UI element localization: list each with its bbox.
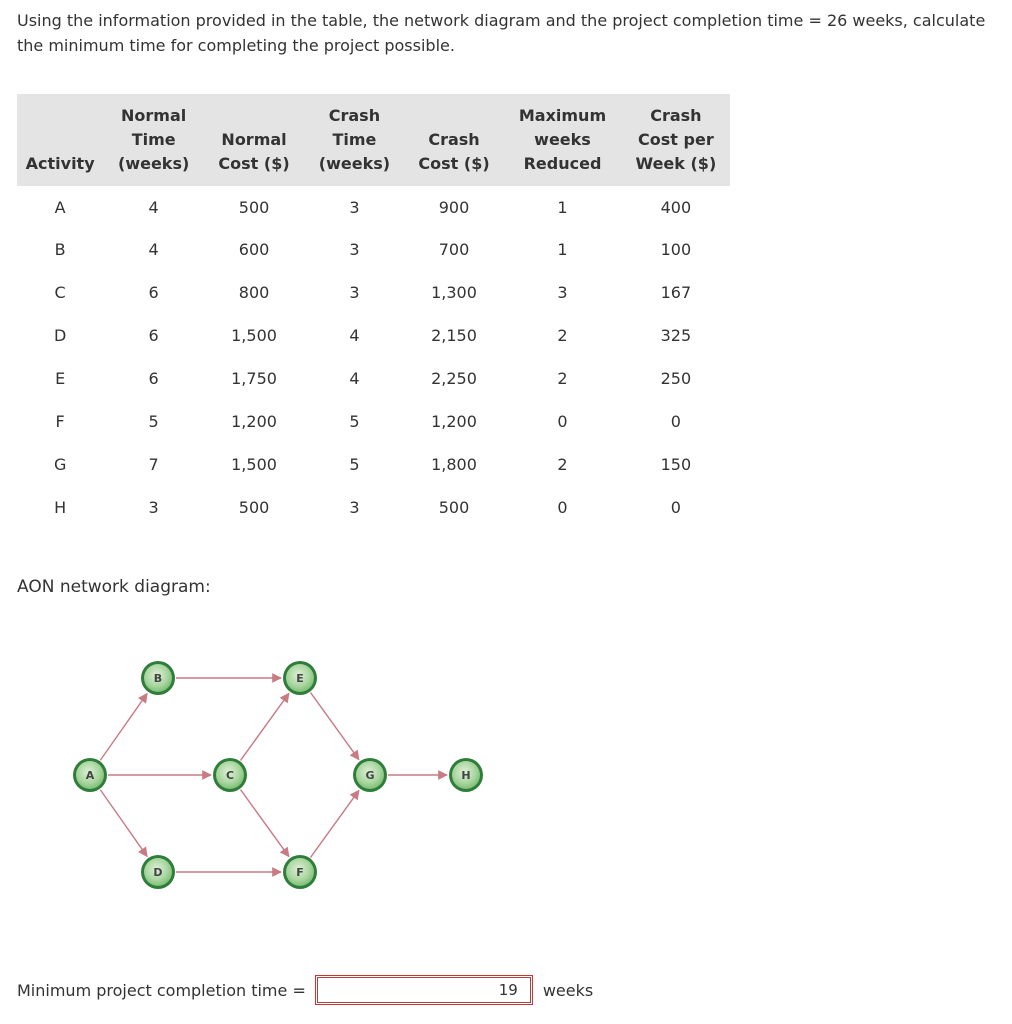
table-row	[17, 443, 730, 486]
col-max-weeks-header	[503, 94, 622, 186]
table-row	[17, 228, 730, 271]
table-cell: 3	[349, 240, 360, 259]
table-cell: 2	[557, 369, 568, 388]
header-line: Cost ($)	[218, 154, 290, 173]
table-cell: 0	[557, 412, 568, 431]
table-header-row	[17, 94, 730, 186]
header-line: weeks	[534, 130, 591, 149]
table-row	[17, 357, 730, 400]
header-line: Crash	[428, 130, 480, 149]
col-normal-cost-header	[204, 94, 304, 186]
header-line: Crash	[328, 106, 381, 125]
table-cell: 3	[349, 498, 360, 517]
question-text: Using the information provided in the table, the network diagram and the project completion time = 26 weeks, calculate the minimum time for completing the project possible.	[17, 11, 986, 55]
table-cell: 325	[660, 326, 692, 345]
answer-label: Minimum project completion time =	[17, 980, 306, 1000]
node-b	[141, 661, 175, 695]
table-cell: 167	[660, 283, 692, 302]
table-cell: F	[55, 412, 65, 431]
table-body	[17, 186, 730, 529]
table-cell: 900	[438, 197, 470, 217]
table-cell: E	[55, 369, 66, 388]
col-activity-header	[17, 94, 103, 186]
header-line: Activity	[25, 154, 95, 173]
table-cell: 250	[660, 369, 692, 388]
header-line: Cost per	[638, 130, 714, 149]
table-cell: 600	[238, 240, 270, 259]
table-cell: B	[54, 240, 66, 259]
col-crash-cost-per-week-header	[622, 94, 730, 186]
node-e	[283, 661, 317, 695]
table-cell: 1,200	[231, 412, 277, 431]
table-cell: 2,250	[431, 369, 477, 388]
table-cell: 1	[557, 197, 568, 217]
node-label: E	[296, 672, 304, 685]
node-label: H	[461, 769, 471, 782]
table-cell: 1,300	[431, 283, 477, 302]
col-crash-cost-header	[405, 94, 503, 186]
table-cell: 400	[660, 197, 692, 217]
node-label: D	[153, 866, 163, 879]
answer-unit: weeks	[542, 980, 594, 1000]
table-row	[17, 486, 730, 529]
header-line: Maximum	[518, 106, 607, 125]
table-cell: 500	[238, 197, 270, 217]
table-cell: 150	[660, 455, 692, 474]
table-cell: 0	[670, 498, 681, 517]
node-label: C	[225, 769, 235, 782]
table-cell: 3	[349, 197, 360, 217]
table-cell: 5	[148, 412, 159, 431]
table-cell: 0	[557, 498, 568, 517]
table-cell: 1,200	[431, 412, 477, 431]
table-cell: 6	[148, 283, 159, 302]
table-cell: H	[54, 498, 67, 517]
table-cell: 6	[148, 326, 159, 345]
table-cell: 5	[349, 412, 360, 431]
header-line: Week ($)	[635, 154, 717, 173]
node-label: A	[85, 769, 95, 782]
table-cell: C	[54, 283, 66, 302]
table-cell: 5	[349, 455, 360, 474]
edge-f-to-g	[311, 790, 359, 857]
edge-a-to-d	[100, 790, 147, 857]
table-cell: 800	[238, 283, 270, 302]
table-cell: 500	[438, 498, 470, 517]
node-f	[283, 855, 317, 889]
table-cell: 2,150	[431, 326, 477, 345]
node-label: F	[296, 866, 304, 879]
header-line: Crash	[650, 106, 702, 125]
edge-c-to-f	[241, 790, 289, 857]
table-cell: D	[53, 326, 67, 345]
header-line: Reduced	[523, 154, 602, 173]
table-row	[17, 400, 730, 443]
table-cell: 3	[557, 283, 568, 302]
table-cell: 100	[660, 240, 692, 259]
edge-a-to-b	[100, 694, 147, 761]
node-g	[353, 758, 387, 792]
node-d	[141, 855, 175, 889]
header-line: (weeks)	[118, 154, 190, 173]
header-line: Cost ($)	[418, 154, 490, 173]
header-line: (weeks)	[318, 154, 391, 173]
table-cell: 7	[148, 455, 159, 474]
table-cell: 1,500	[231, 326, 277, 345]
table-cell: 2	[557, 455, 568, 474]
table-row	[17, 271, 730, 314]
edge-c-to-e	[241, 693, 289, 760]
table-cell: 1	[557, 240, 568, 259]
aon-network-diagram	[0, 600, 520, 910]
table-cell: G	[53, 455, 67, 474]
table-cell: 4	[148, 240, 159, 259]
table-cell: 4	[148, 197, 159, 217]
node-c	[213, 758, 247, 792]
table-cell: 1,800	[431, 455, 477, 474]
activity-table	[17, 94, 730, 529]
edge-e-to-g	[311, 693, 359, 760]
header-line: Time	[332, 130, 377, 149]
table-cell: 2	[557, 326, 568, 345]
table-cell: 1,750	[231, 369, 277, 388]
node-label: G	[365, 769, 375, 782]
table-cell: 3	[148, 498, 159, 517]
table-cell: 6	[148, 369, 159, 388]
diagram-label: AON network diagram:	[17, 577, 211, 597]
col-crash-time-header	[304, 94, 405, 186]
table-cell: 0	[670, 412, 681, 431]
table-cell: 4	[349, 326, 360, 345]
node-a	[73, 758, 107, 792]
table-row	[17, 186, 730, 228]
header-line: Time	[131, 130, 176, 149]
table-row	[17, 314, 730, 357]
header-line: Normal	[221, 130, 287, 149]
table-cell: 500	[238, 498, 270, 517]
node-label: B	[153, 672, 163, 685]
answer-row	[17, 970, 593, 1010]
table-cell: 700	[438, 240, 470, 259]
col-normal-time-header	[103, 94, 204, 186]
table-cell: 3	[349, 283, 360, 302]
table-cell: A	[54, 197, 66, 217]
node-h	[449, 758, 483, 792]
answer-input[interactable]	[315, 975, 533, 1005]
table-cell: 4	[349, 369, 360, 388]
header-line: Normal	[121, 106, 187, 125]
table-cell: 1,500	[231, 455, 277, 474]
